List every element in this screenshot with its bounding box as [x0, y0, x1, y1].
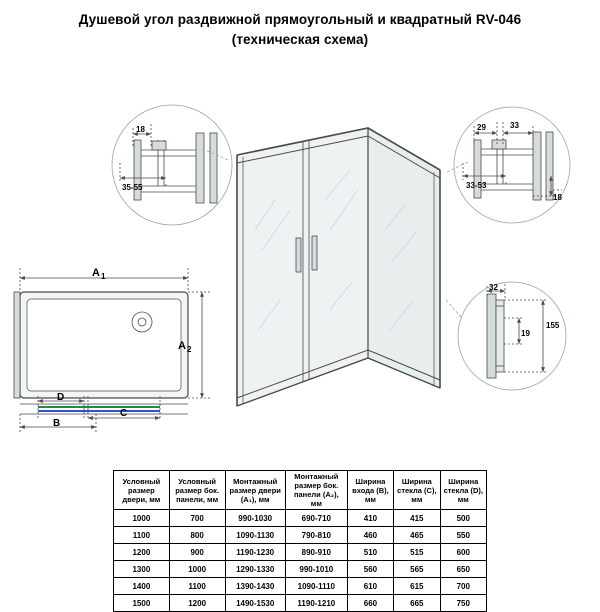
table-cell: 600 — [440, 544, 486, 561]
table-cell: 990-1010 — [285, 561, 347, 578]
table-row — [114, 595, 487, 612]
isometric-view — [205, 128, 468, 406]
table-header-cell: Ширина стекла (D), мм — [440, 471, 486, 510]
table-cell: 1190-1210 — [285, 595, 347, 612]
table-cell: 1300 — [114, 561, 170, 578]
table-cell: 1500 — [114, 595, 170, 612]
table-cell: 1100 — [114, 527, 170, 544]
label-handle-155: 155 — [546, 321, 560, 330]
table-header-cell: Ширина стекла (C), мм — [394, 471, 440, 510]
table-cell: 1090-1130 — [225, 527, 285, 544]
table-cell: 615 — [394, 578, 440, 595]
handle-detail-right — [458, 282, 566, 390]
table-cell: 1000 — [114, 510, 170, 527]
table-cell: 515 — [394, 544, 440, 561]
table-cell: 665 — [394, 595, 440, 612]
table-header-cell: Монтажный размер двери (A₁), мм — [225, 471, 285, 510]
table-cell: 1490-1530 — [225, 595, 285, 612]
table-cell: 410 — [347, 510, 393, 527]
table-cell: 610 — [347, 578, 393, 595]
table-cell: 900 — [169, 544, 225, 561]
table-row — [114, 544, 487, 561]
table-row — [114, 578, 487, 595]
label-detail-tl-18: 18 — [136, 125, 145, 134]
page-title-line2: (техническая схема) — [231, 32, 369, 47]
table-cell: 1200 — [114, 544, 170, 561]
label-detail-tr-29: 29 — [477, 123, 486, 132]
label-plan-c: C — [120, 408, 128, 419]
table-cell: 560 — [347, 561, 393, 578]
label-handle-32: 32 — [489, 283, 498, 292]
table-row — [114, 527, 487, 544]
label-plan-a2: A — [178, 340, 186, 352]
table-cell: 1090-1110 — [285, 578, 347, 595]
table-cell: 750 — [440, 595, 486, 612]
table-cell: 510 — [347, 544, 393, 561]
table-cell: 415 — [394, 510, 440, 527]
table-cell: 1000 — [169, 561, 225, 578]
table-cell: 1100 — [169, 578, 225, 595]
label-handle-19: 19 — [521, 329, 530, 338]
label-detail-tr-33: 33 — [510, 121, 519, 130]
table-cell: 1290-1330 — [225, 561, 285, 578]
table-cell: 650 — [440, 561, 486, 578]
table-header-cell: Условный размер бок. панели, мм — [169, 471, 225, 510]
table-cell: 500 — [440, 510, 486, 527]
table-header-cell: Монтажный размер бок. панели (A₂), мм — [285, 471, 347, 510]
table-cell: 1400 — [114, 578, 170, 595]
profile-detail-top-left — [112, 105, 232, 225]
table-cell: 790-810 — [285, 527, 347, 544]
table-cell: 465 — [394, 527, 440, 544]
label-plan-a2-sub: 2 — [187, 345, 192, 354]
table-cell: 565 — [394, 561, 440, 578]
table-cell: 660 — [347, 595, 393, 612]
label-plan-a1-sub: 1 — [101, 272, 106, 281]
table-cell: 1200 — [169, 595, 225, 612]
table-cell: 890-910 — [285, 544, 347, 561]
table-cell: 690-710 — [285, 510, 347, 527]
table-row — [114, 510, 487, 527]
table-header-row — [114, 471, 487, 510]
label-plan-a1: A — [92, 267, 100, 279]
label-detail-tl-35-55: 35-55 — [122, 183, 143, 192]
label-detail-tr-18: 18 — [553, 193, 562, 202]
table-cell: 990-1030 — [225, 510, 285, 527]
table-header-cell: Ширина входа (B), мм — [347, 471, 393, 510]
label-plan-d: D — [57, 392, 65, 403]
table-cell: 1190-1230 — [225, 544, 285, 561]
table-header-cell: Условный размер двери, мм — [114, 471, 170, 510]
page-title-line1: Душевой угол раздвижной прямоугольный и квадратный RV-046 — [78, 12, 522, 27]
table-cell: 1390-1430 — [225, 578, 285, 595]
label-plan-b: B — [53, 418, 61, 429]
label-detail-tr-33-53: 33-53 — [466, 181, 487, 190]
specification-table — [113, 470, 487, 612]
table-cell: 460 — [347, 527, 393, 544]
table-cell: 700 — [169, 510, 225, 527]
table-cell: 800 — [169, 527, 225, 544]
table-cell: 700 — [440, 578, 486, 595]
table-row — [114, 561, 487, 578]
table-cell: 550 — [440, 527, 486, 544]
